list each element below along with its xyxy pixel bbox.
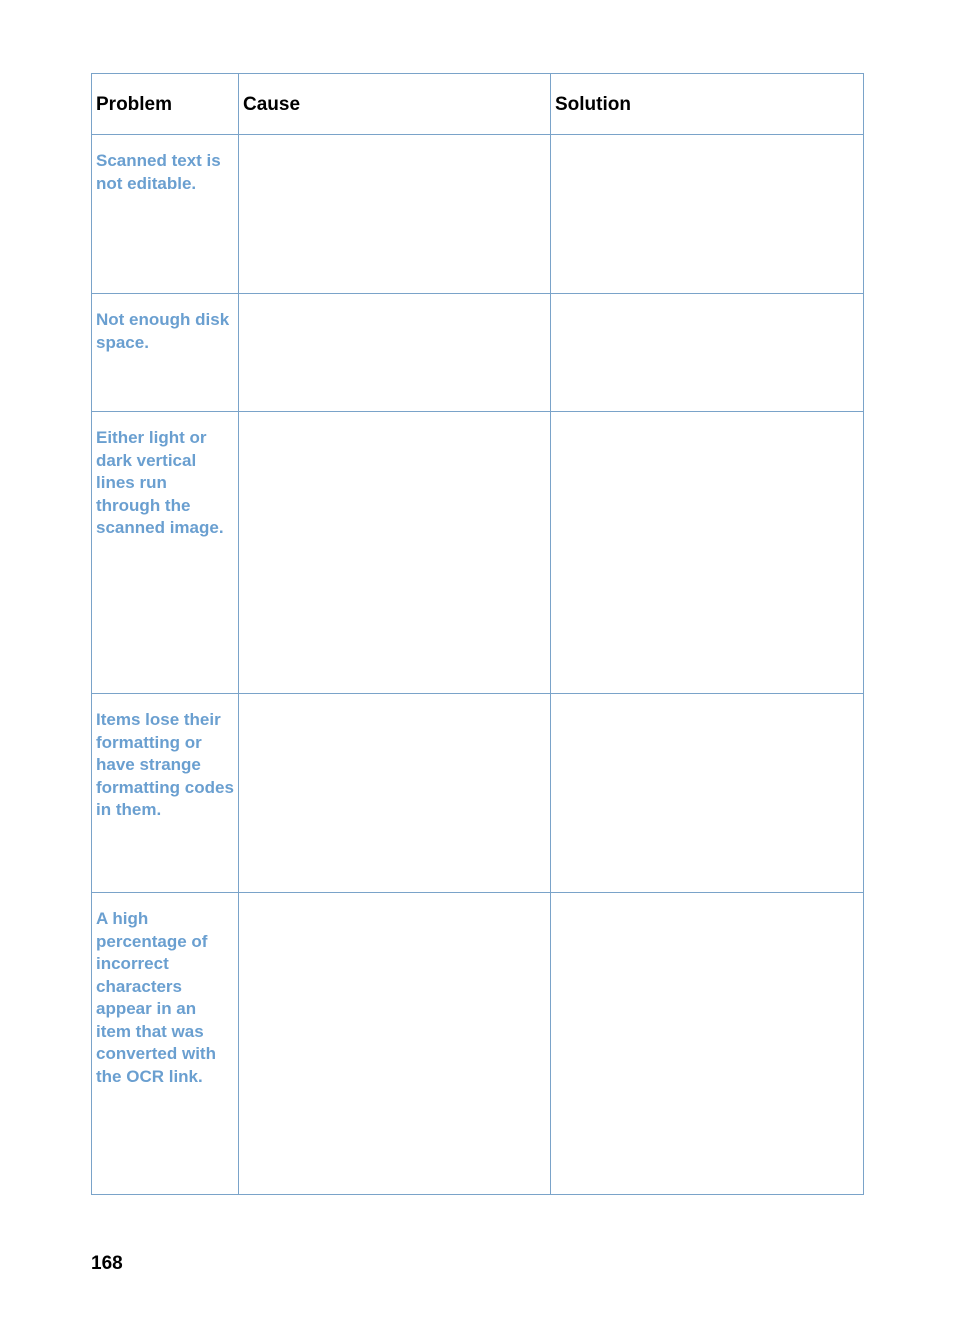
problem-cell [92,893,239,1195]
table-row [92,135,864,294]
table-row [92,893,864,1195]
table-row [92,694,864,893]
problem-text: Not enough disk space. [96,310,230,352]
page-number: 168 [91,1253,123,1274]
problem-text: A high percentage of incorrect characters appear in an item that was converted with the OCR link. [96,909,216,1086]
solution-cell [551,294,864,412]
cause-cell [239,294,551,412]
header-cause: Cause [239,74,551,135]
table-row [92,294,864,412]
solution-cell [551,893,864,1195]
header-solution: Solution [551,74,864,135]
solution-cell [551,412,864,694]
problem-text: Either light or dark vertical lines run through the scanned image. [96,428,224,537]
cause-cell [239,135,551,294]
problem-text: Scanned text is not editable. [96,151,221,193]
problem-cell [92,694,239,893]
troubleshooting-table [91,73,864,1195]
table-header-row [92,74,864,135]
problem-text: Items lose their formatting or have strange formatting codes in them. [96,710,234,819]
problem-cell [92,412,239,694]
cause-cell [239,694,551,893]
cause-cell [239,412,551,694]
problem-cell [92,135,239,294]
problem-cell [92,294,239,412]
table-row [92,412,864,694]
solution-cell [551,694,864,893]
solution-cell [551,135,864,294]
cause-cell [239,893,551,1195]
header-problem: Problem [92,74,239,135]
